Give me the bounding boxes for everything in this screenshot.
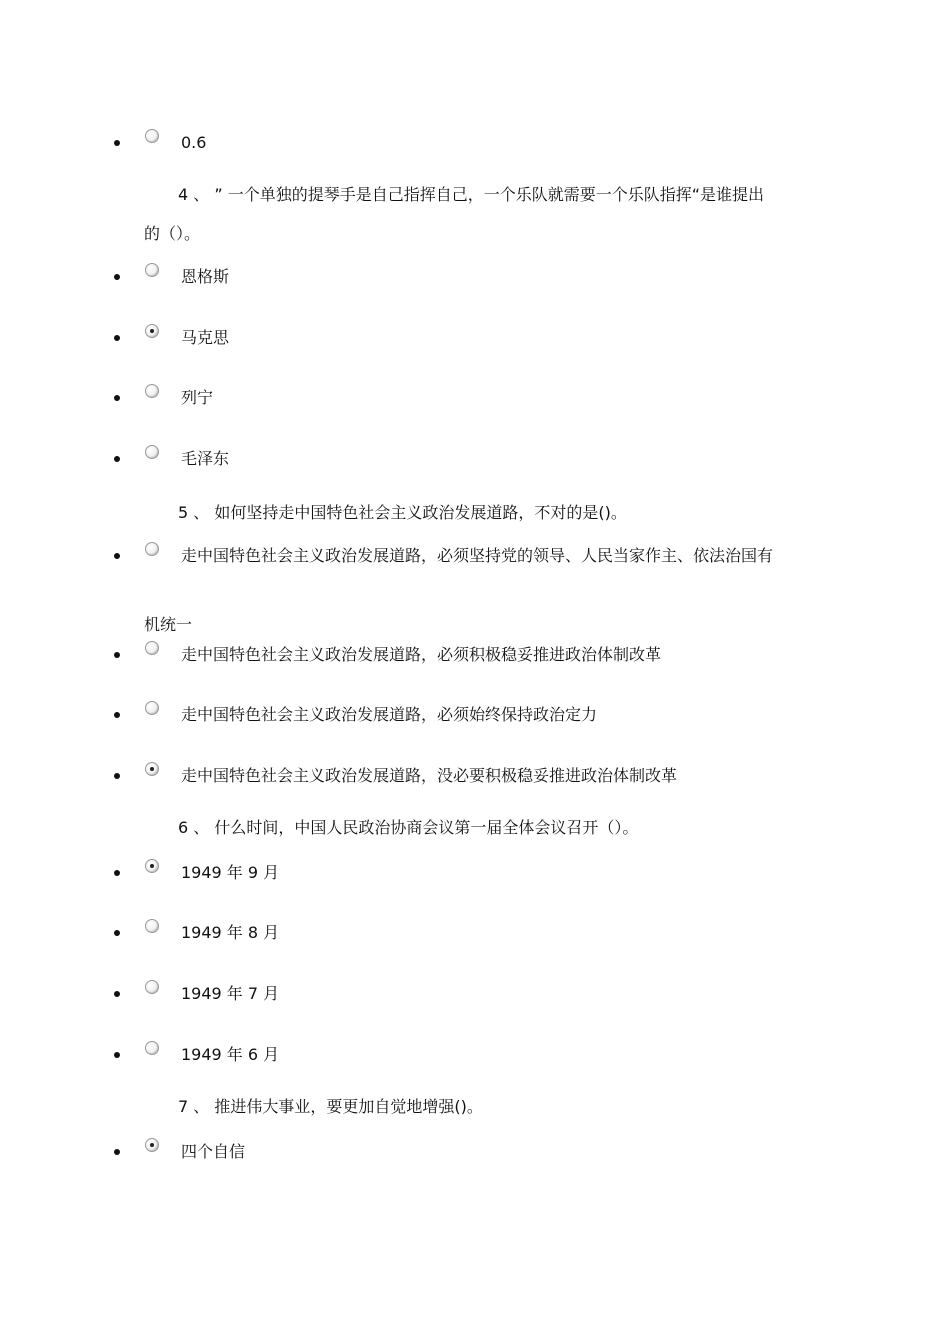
option-label: 1949 年 7 月: [181, 984, 280, 1003]
answer-option[interactable]: [0, 980, 950, 1008]
list-bullet: [114, 712, 120, 718]
answer-option[interactable]: [0, 1041, 950, 1069]
radio-dot-icon: [150, 864, 154, 868]
radio-button[interactable]: [145, 542, 159, 556]
option-label: 毛泽东: [181, 449, 230, 468]
radio-dot-icon: [150, 329, 154, 333]
answer-option[interactable]: [0, 324, 950, 352]
option-label: 1949 年 8 月: [181, 923, 280, 942]
list-bullet: [114, 1052, 120, 1058]
list-bullet: [114, 930, 120, 936]
radio-button[interactable]: [145, 263, 159, 277]
answer-option[interactable]: [0, 1138, 950, 1166]
option-label: 1949 年 9 月: [181, 863, 280, 882]
answer-option[interactable]: [0, 263, 950, 291]
list-bullet: [114, 652, 120, 658]
list-bullet: [114, 335, 120, 341]
radio-button[interactable]: [145, 445, 159, 459]
question-text-continuation: 的（）。: [144, 224, 201, 243]
answer-option[interactable]: [0, 762, 950, 790]
answer-option[interactable]: [0, 542, 950, 570]
question-text: 5 、 如何坚持走中国特色社会主义政治发展道路，不对的是()。: [178, 503, 627, 522]
radio-button[interactable]: [145, 1041, 159, 1055]
option-label: 0.6: [181, 133, 207, 152]
option-label: 列宁: [181, 388, 214, 407]
question-text: 6 、 什么时间，中国人民政治协商会议第一届全体会议召开（）。: [178, 818, 639, 837]
list-bullet: [114, 870, 120, 876]
answer-option[interactable]: [0, 859, 950, 887]
radio-button[interactable]: [145, 701, 159, 715]
answer-option[interactable]: [0, 641, 950, 669]
option-label: 恩格斯: [181, 267, 230, 286]
list-bullet: [114, 456, 120, 462]
radio-button-selected[interactable]: [145, 324, 159, 338]
list-bullet: [114, 140, 120, 146]
radio-button[interactable]: [145, 980, 159, 994]
list-bullet: [114, 553, 120, 559]
option-label: 走中国特色社会主义政治发展道路，必须积极稳妥推进政治体制改革: [181, 645, 662, 664]
list-bullet: [114, 274, 120, 280]
option-label: 走中国特色社会主义政治发展道路，必须坚持党的领导、人民当家作主、依法治国有: [181, 546, 774, 565]
answer-option[interactable]: [0, 129, 950, 157]
option-label: 四个自信: [181, 1142, 246, 1161]
question-text: 4 、 ” 一个单独的提琴手是自己指挥自己，一个乐队就需要一个乐队指挥“是谁提出: [178, 185, 765, 204]
option-label: 马克思: [181, 328, 230, 347]
question-text: 7 、 推进伟大事业，要更加自觉地增强()。: [178, 1097, 483, 1116]
answer-option[interactable]: [0, 384, 950, 412]
radio-button[interactable]: [145, 641, 159, 655]
answer-option[interactable]: [0, 701, 950, 729]
option-label: 走中国特色社会主义政治发展道路，没必要积极稳妥推进政治体制改革: [181, 766, 678, 785]
answer-option[interactable]: [0, 445, 950, 473]
radio-dot-icon: [150, 767, 154, 771]
option-label: 1949 年 6 月: [181, 1045, 280, 1064]
radio-button[interactable]: [145, 384, 159, 398]
answer-option[interactable]: [0, 919, 950, 947]
radio-button-selected[interactable]: [145, 859, 159, 873]
option-label: 走中国特色社会主义政治发展道路，必须始终保持政治定力: [181, 705, 598, 724]
radio-button[interactable]: [145, 919, 159, 933]
radio-button-selected[interactable]: [145, 1138, 159, 1152]
list-bullet: [114, 991, 120, 997]
list-bullet: [114, 1149, 120, 1155]
radio-dot-icon: [150, 1143, 154, 1147]
list-bullet: [114, 773, 120, 779]
list-bullet: [114, 395, 120, 401]
radio-button-selected[interactable]: [145, 762, 159, 776]
option-label-continuation: 机统一: [144, 615, 193, 634]
radio-button[interactable]: [145, 129, 159, 143]
